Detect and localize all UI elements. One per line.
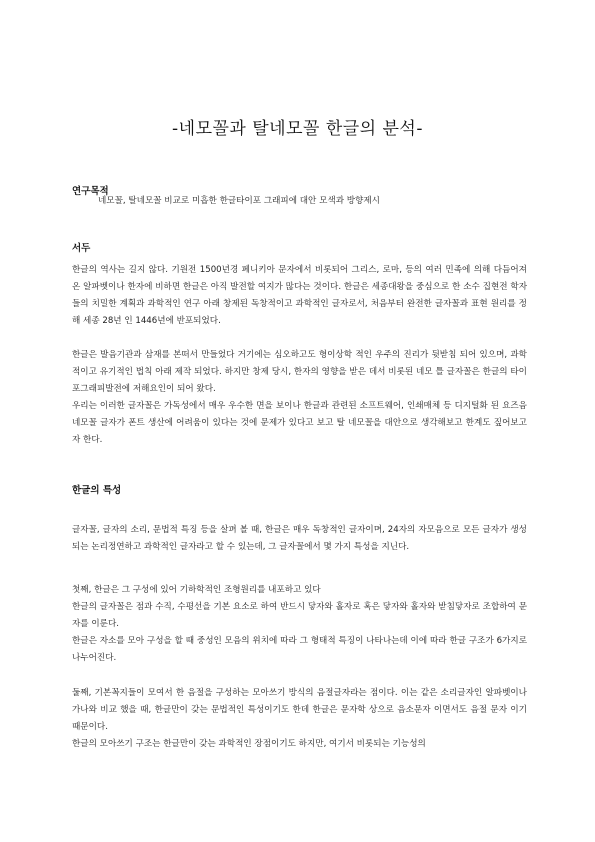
purpose-heading: 연구목적 (72, 186, 109, 197)
features-paragraph-3: 한글의 글자꼴은 점과 수직, 수평선을 기본 요소로 하여 반드시 닿자와 홀자로 혹은 닿자와 홀자와 받침닿자로 조합하여 문자를 이룬다. (72, 602, 527, 629)
features-paragraph-6: 한글의 모아쓰기 구조는 한글만이 갖는 과학적인 장점이기도 하지만, 여기서 비롯되는 기능성의 (72, 739, 426, 749)
intro-paragraph-1: 한글의 역사는 길지 않다. 기원전 1500년경 페니키아 문자에서 비롯되어 그리스, 로마, 등의 여러 민족에 의해 다듬어져 온 알파벳이나 한자에 비하면 한글은 아직 발전할 여지가 많다는 것이다. 한글은 세종대왕을 중심으로 한 소수 집현전 학자들의 치밀한 계획과 과학적인 연구 아래 창제된 독창적이고 과학적인 글자로서, 처음부터 완전한 글자꼴과 표현 원리를 정해 세종 28년 인 1446년에 반포되었다. (72, 265, 527, 326)
features-paragraph-1: 글자꼴, 글자의 소리, 문법적 특징 등을 살펴 볼 때, 한글은 매우 독창적인 글자이며, 24자의 자모음으로 모든 글자가 생성되는 논리정연하고 과학적인 글자라고 할 수 있는데, 그 글자꼴에서 몇 가지 특성을 지닌다. (72, 525, 527, 552)
features-paragraph-4: 한글은 자소를 모아 구성을 할 때 중성인 모음의 위치에 따라 그 형태적 특징이 나타나는데 이에 따라 한글 구조가 6가지로 나누어진다. (72, 636, 527, 663)
features-paragraph-2: 첫째, 한글은 그 구성에 있어 기하학적인 조형원리를 내포하고 있다 (72, 585, 321, 595)
purpose-text: 네모꼴, 탈네모꼴 비교로 미흡한 한글타이포 그래피에 대안 모색과 방향제시 (98, 196, 380, 206)
features-paragraph-5: 둘째, 기본꼭지들이 모여서 한 음절을 구성하는 모아쓰기 방식의 음절글자라는 점이다. 이는 같은 소리글자인 알파벳이나 가나와 비교 했을 때, 한글만이 갖는 문법적인 특성이기도 한데 한글은 문자학 상으로 음소문자 이면서도 음절 문자 이기 때문이다. (72, 688, 527, 732)
intro-paragraph-3: 우리는 이러한 글자꼴은 가독성에서 매우 우수한 면을 보이나 한글과 관련된 소프트웨어, 인쇄매체 등 디지털화 된 요즈음 네모꼴 글자가 폰트 생산에 어려움이 있다는 것에 문제가 있다고 보고 탈 네모꼴을 대안으로 생각해보고 한계도 짚어보고자 한다. (72, 401, 527, 445)
intro-heading: 서두 (72, 243, 91, 254)
intro-paragraph-2: 한글은 발음기관과 삼재를 본떠서 만들었다 거기에는 심오하고도 형이상학 적인 우주의 진리가 뒷받침 되어 있으며, 과학적이고 유기적인 법칙 아래 제작 되었다. 하지만 창제 당시, 한자의 영향을 받은 데서 비롯된 네모 틀 글자꼴은 한글의 타이포그래피발전에 저해요인이 되어 왔다. (72, 350, 527, 394)
features-heading: 한글의 특성 (72, 485, 122, 496)
document-title: -네모꼴과 탈네모꼴 한글의 분석- (172, 119, 423, 139)
